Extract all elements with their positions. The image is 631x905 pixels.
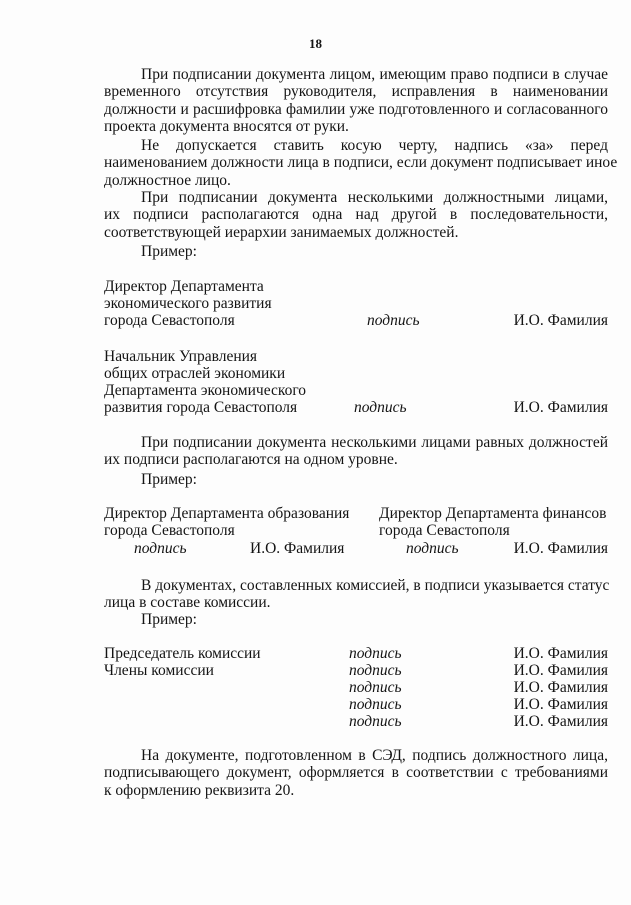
signer-title-line: города Севастополя (379, 522, 510, 539)
text-line: На документе, подготовленном в СЭД, подпись должностного лица, (141, 747, 608, 764)
text-line: их подписи располагаются на одном уровне. (104, 451, 398, 469)
commission-members-label: Члены комиссии (104, 662, 214, 679)
paragraph-multiple-signers (104, 189, 608, 241)
signer-name: И.О. Фамилия (513, 399, 608, 416)
paragraph-electronic-signature (104, 747, 608, 799)
paragraph-commission (104, 577, 608, 612)
commission-chair-label: Председатель комиссии (104, 645, 261, 662)
text-line: При подписании документа несколькими лицами равных должностей (141, 434, 608, 451)
text-line: проекта документа вносятся от руки. (104, 117, 349, 135)
text-line: их подписи располагаются одна над другой в последовательности, (104, 206, 608, 224)
text-line: лица в составе комиссии. (104, 594, 271, 612)
text-line: подписывающего документ, оформляется в соответствии с требованиями (104, 764, 608, 782)
signer-name: И.О. Фамилия (513, 662, 608, 679)
paragraph-signing-by-deputy (104, 66, 608, 135)
signer-name: И.О. Фамилия (513, 312, 608, 329)
signature-placeholder: подпись (134, 540, 187, 557)
paragraph-slash-rule (104, 137, 618, 189)
text-line: должностное лицо. (104, 171, 231, 189)
signer-name: И.О. Фамилия (513, 645, 608, 662)
signer-name: И.О. Фамилия (513, 540, 608, 557)
text-line: наименованием должности лица в подписи, если документ подписывает иное (104, 154, 618, 172)
text-line: При подписании документа несколькими должностными лицами, (141, 189, 608, 206)
signature-placeholder: подпись (367, 312, 420, 329)
text-line: временного отсутствия руководителя, исправления в наименовании (104, 83, 608, 101)
text-line: При подписании документа лицом, имеющим право подписи в случае (141, 66, 608, 83)
text-line: к оформлению реквизита 20. (104, 781, 295, 799)
signer-name: И.О. Фамилия (513, 713, 608, 730)
text-line: соответствующей иерархии занимаемых должностей. (104, 223, 459, 241)
signature-placeholder: подпись (349, 713, 402, 730)
signer-name: И.О. Фамилия (250, 540, 345, 557)
signer-title-line: развития города Севастополя (104, 399, 298, 416)
signer-title-line: города Севастополя (104, 312, 235, 329)
signer-title-line: Директор Департамента образования (104, 505, 350, 522)
page-number: 18 (309, 36, 322, 51)
signer-title-line: Директор Департамента (104, 278, 264, 295)
signature-placeholder: подпись (349, 662, 402, 679)
signature-placeholder: подпись (354, 399, 407, 416)
signer-title-line: города Севастополя (104, 522, 235, 539)
signer-name: И.О. Фамилия (513, 696, 608, 713)
signer-name: И.О. Фамилия (513, 679, 608, 696)
signer-title-line: Департамента экономического (104, 382, 307, 399)
signature-placeholder: подпись (349, 645, 402, 662)
example-label: Пример: (141, 611, 197, 628)
text-line: должности и расшифровка фамилии уже подготовленного и согласованного (104, 100, 608, 118)
signature-placeholder: подпись (349, 696, 402, 713)
signer-title-line: Начальник Управления (104, 348, 258, 365)
example-label: Пример: (141, 471, 197, 488)
signature-placeholder: подпись (406, 540, 459, 557)
paragraph-equal-positions (104, 434, 608, 469)
signer-title-line: экономического развития (104, 295, 272, 312)
signer-title-line: общих отраслей экономики (104, 365, 286, 382)
signer-title-line: Директор Департамента финансов (379, 505, 607, 522)
example-label: Пример: (141, 243, 197, 260)
signature-placeholder: подпись (349, 679, 402, 696)
text-line: В документах, составленных комиссией, в подписи указывается статус (141, 577, 610, 594)
text-line: Не допускается ставить косую черту, надпись «за» перед (141, 137, 608, 154)
